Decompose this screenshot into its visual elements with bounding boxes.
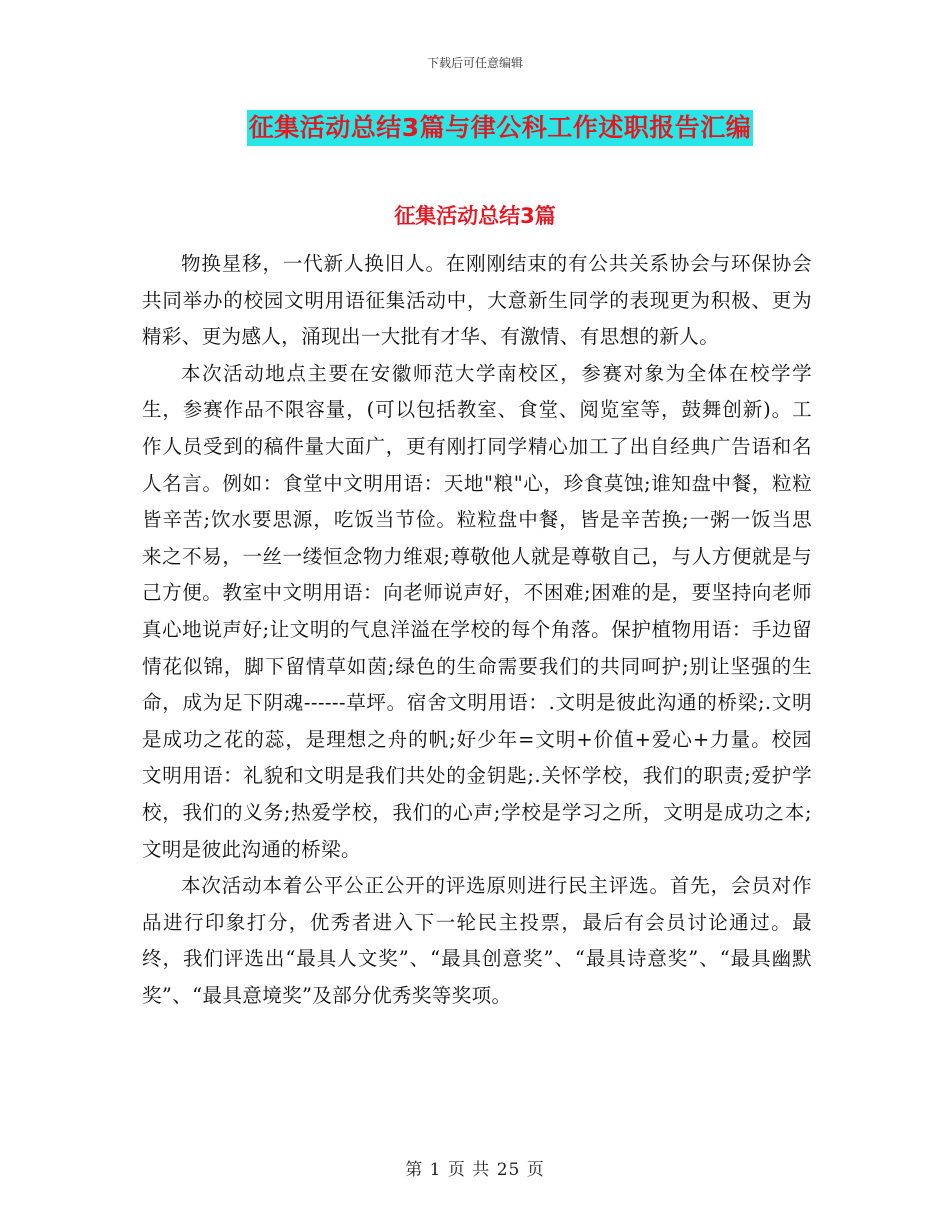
paragraph-1: 物换星移，一代新人换旧人。在刚刚结束的有公共关系协会与环保协会共同举办的校园文明用语征集活动中，大意新生同学的表现更为积极、更为精彩、更为感人，涌现出一大批有才华、有激情、有思想的新人。 — [142, 252, 812, 349]
document-body — [142, 246, 812, 1014]
header-note: 下载后可任意编辑 — [426, 56, 523, 70]
paragraph-2: 本次活动地点主要在安徽师范大学南校区，参赛对象为全体在校学学生，参赛作品不限容量，(可以包括教室、食堂、阅览室等，鼓舞创新)。工作人员受到的稿件量大面广，更有刚打同学精心加工了出自经典广告语和名人名言。例如：食堂中文明用语：天地"粮"心，珍食莫蚀;谁知盘中餐，粒粒皆辛苦;饮水要思源，吃饭当节俭。粒粒盘中餐，皆是辛苦换;一粥一饭当思来之不易，一丝一缕恒念物力维艰;尊敬他人就是尊敬自己，与人方便就是与己方便。教室中文明用语：向老师说声好，不困难;困难的是，要坚持向老师真心地说声好;让文明的气息洋溢在学校的每个角落。保护植物用语：手边留情花似锦，脚下留情草如茵;绿色的生命需要我们的共同呵护;别让坚强的生命，成为足下阴魂------草坪。宿舍文明用语：.文明是彼此沟通的桥梁;.文明是成功之花的蕊，是理想之舟的帆;好少年=文明+价值+爱心+力量。校园文明用语：礼貌和文明是我们共处的金钥匙;.关怀学校，我们的职责;爱护学校，我们的义务;热爱学校，我们的心声;学校是学习之所，文明是成功之本;文明是彼此沟通的桥梁。 — [142, 361, 812, 861]
section-title: 征集活动总结3篇 — [394, 204, 556, 228]
document-title-container — [0, 110, 950, 146]
document-title: 征集活动总结3篇与律公科工作述职报告汇编 — [247, 110, 753, 146]
page-footer: 第 1 页 共 25 页 — [405, 1160, 545, 1180]
paragraph-3: 本次活动本着公平公正公开的评选原则进行民主评选。首先，会员对作品进行印象打分，优秀者进入下一轮民主投票，最后有会员讨论通过。最终，我们评选出“最具人文奖”、“最具创意奖”、“最具诗意奖”、“最具幽默奖”、“最具意境奖”及部分优秀奖等奖项。 — [142, 874, 812, 1007]
